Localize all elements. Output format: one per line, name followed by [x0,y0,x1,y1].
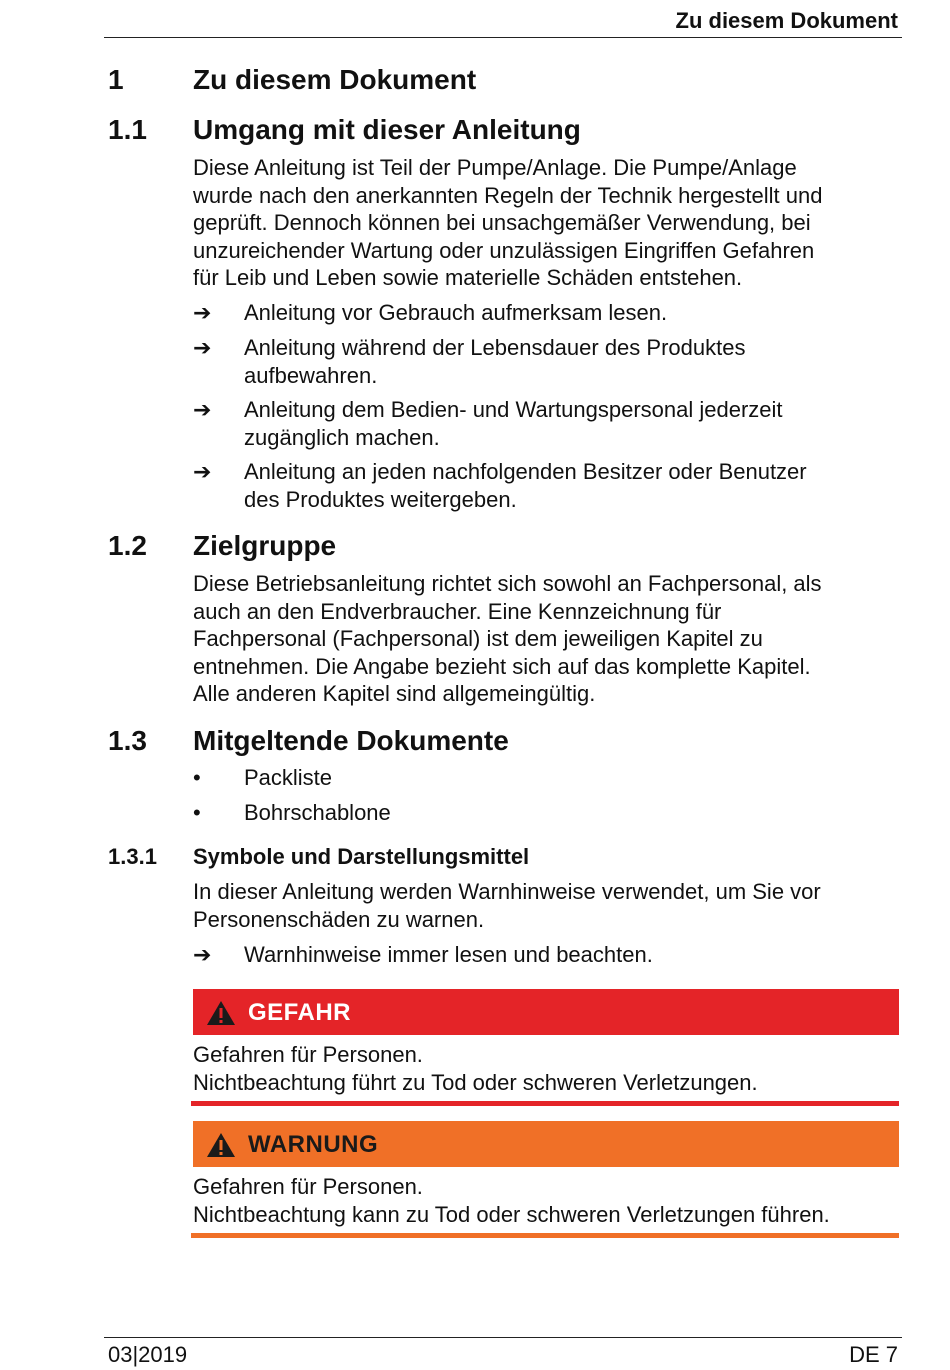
instruction-text: Warnhinweise immer lesen und beachten. [244,942,653,967]
warning-triangle-icon [206,1000,236,1026]
paragraph-line: unzureichender Wartung oder unzulässigen Eingriffen Gefahren [193,237,815,263]
section-1-1-number: 1.1 [108,114,147,145]
instruction-text: zugänglich machen. [244,424,440,450]
arrow-icon: ➔ [193,397,212,422]
paragraph-line: Alle anderen Kapitel sind allgemeingültig. [193,681,596,706]
danger-text [193,1041,893,1096]
warning-triangle-icon [206,1132,236,1158]
instruction-text: Anleitung vor Gebrauch aufmerksam lesen. [244,300,668,325]
danger-line: Nichtbeachtung führt zu Tod oder schweren Verletzungen. [193,1069,758,1095]
paragraph-line: Diese Anleitung ist Teil der Pumpe/Anlage. Die Pumpe/Anlage [193,155,797,180]
instruction-text: des Produktes weitergeben. [244,486,517,512]
page-number: DE 7 [849,1342,898,1367]
section-1-2-number: 1.2 [108,530,147,561]
section-1-3-1-paragraph [193,878,893,933]
instruction-text: aufbewahren. [244,362,378,388]
header-divider [104,37,902,38]
paragraph-line: In dieser Anleitung werden Warnhinweise verwendet, um Sie vor [193,879,821,904]
instruction-text: Anleitung während der Lebensdauer des Produktes [244,335,746,360]
warning-text [193,1173,893,1228]
danger-line: Gefahren für Personen. [193,1042,423,1067]
footer-divider [104,1337,902,1338]
list-item-text: Packliste [244,765,333,790]
bullet-icon: • [193,765,201,790]
warning-label: WARNUNG [248,1131,379,1158]
danger-banner [193,989,899,1035]
instruction-text: Anleitung dem Bedien- und Wartungspersonal jederzeit [244,397,783,422]
paragraph-line: Diese Betriebsanleitung richtet sich sowohl an Fachpersonal, als [193,571,822,596]
paragraph-line: geprüft. Dennoch können bei unsachgemäßer Verwendung, bei [193,210,811,235]
instruction-text: Anleitung an jeden nachfolgenden Besitzer oder Benutzer [244,459,807,484]
paragraph-line: für Leib und Leben sowie materielle Schäden entstehen. [193,265,743,290]
section-1-3-1-title: Symbole und Darstellungsmittel [193,844,530,869]
section-1-1-paragraph [193,154,893,292]
running-header: Zu diesem Dokument [675,8,898,33]
danger-label: GEFAHR [248,999,352,1026]
warning-line: Nichtbeachtung kann zu Tod oder schweren Verletzungen führen. [193,1201,830,1227]
section-1-3-1-number: 1.3.1 [108,844,157,869]
footer-date: 03|2019 [108,1342,188,1367]
paragraph-line: entnehmen. Die Angabe bezieht sich auf das komplette Kapitel. [193,653,811,679]
danger-rule [191,1101,899,1106]
warning-rule [191,1233,899,1238]
section-1-number: 1 [108,64,124,95]
section-1-3-title: Mitgeltende Dokumente [193,725,509,756]
paragraph-line: Personenschäden zu warnen. [193,906,485,932]
list-item-text: Bohrschablone [244,800,391,825]
arrow-icon: ➔ [193,300,212,325]
arrow-icon: ➔ [193,459,212,484]
paragraph-line: auch an den Endverbraucher. Eine Kennzeichnung für [193,598,722,624]
section-1-3-number: 1.3 [108,725,147,756]
paragraph-line: wurde nach den anerkannten Regeln der Technik hergestellt und [193,182,823,208]
bullet-icon: • [193,800,201,825]
section-1-2-title: Zielgruppe [193,530,337,561]
warning-banner [193,1121,899,1167]
section-1-1-title: Umgang mit dieser Anleitung [193,114,581,145]
arrow-icon: ➔ [193,942,212,967]
arrow-icon: ➔ [193,335,212,360]
warning-line: Gefahren für Personen. [193,1174,423,1199]
section-1-title: Zu diesem Dokument [193,64,477,95]
paragraph-line: Fachpersonal (Fachpersonal) ist dem jeweiligen Kapitel zu [193,626,763,651]
section-1-2-paragraph [193,570,893,708]
